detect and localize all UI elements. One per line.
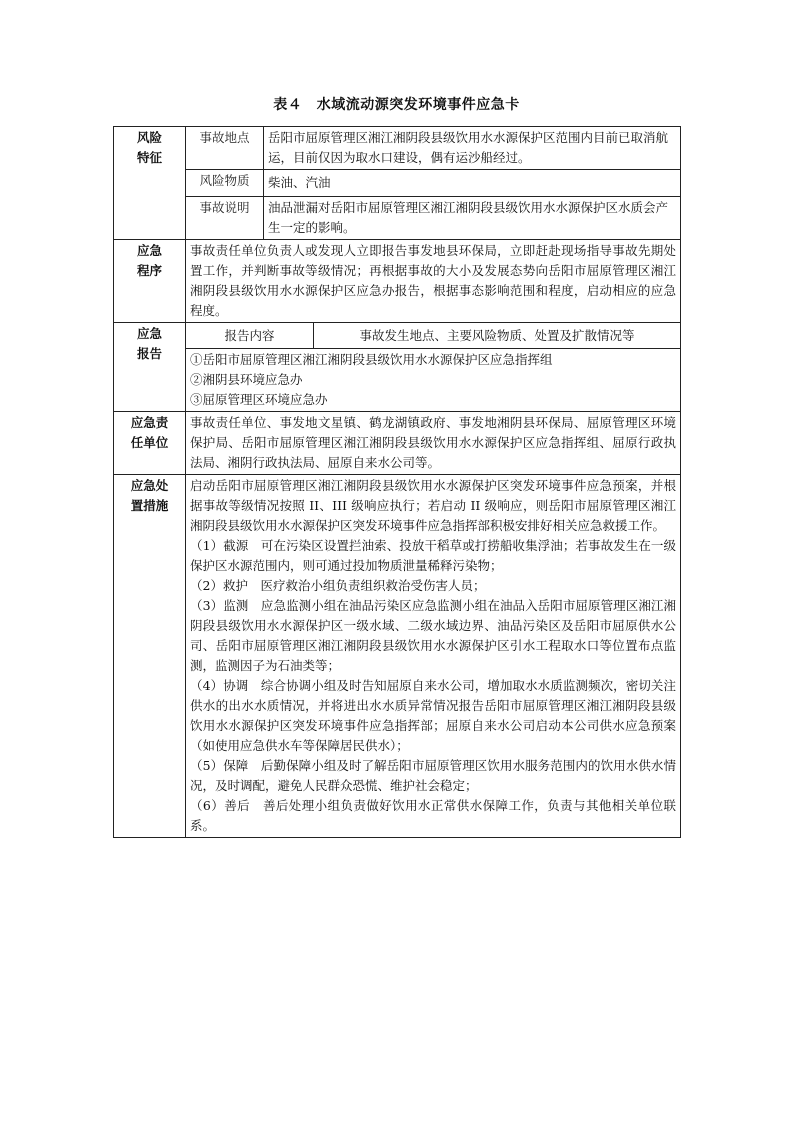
procedure-header: 应急 程序 xyxy=(114,240,186,323)
units-text: 事故责任单位、事发地文星镇、鹤龙湖镇政府、事发地湘阴县环保局、屈原管理区环境保护局、岳阳市屈原管理区湘江湘阴段县级饮用水水源保护区应急指挥组、屈原行政执法局、湘阴行政执法局、屈原自来水公司等。 xyxy=(186,412,681,475)
measures-body xyxy=(186,475,681,838)
units-header: 应急责 任单位 xyxy=(114,412,186,475)
table-title: 表４ 水域流动源突发环境事件应急卡 xyxy=(273,97,520,113)
measure-item: （1）截源 可在污染区设置拦油索、投放干稻草或打捞船收集浮油；若事故发生在一级保护区水源范围内，则可通过投加物质泄量稀释污染物； xyxy=(190,538,676,573)
measure-item: （5）保障 后勤保障小组及时了解岳阳市屈原管理区饮用水服务范围内的饮用水供水情况，及时调配，避免人民群众恐慌、维护社会稳定； xyxy=(190,758,676,793)
report-content-label: 报告内容 xyxy=(186,323,314,349)
measures-header: 应急处 置措施 xyxy=(114,475,186,838)
measure-item: （3）监测 应急监测小组在油品污染区应急监测小组在油品入岳阳市屈原管理区湘江湘阴段县级饮用水水源保护区一级水域、二级水域边界、油品污染区及岳阳市屈原供水公司、岳阳市屈原管理区湘江湘阴段县级饮用水水源保护区引水工程取水口等位置布点监测，监测因子为石油类等； xyxy=(190,598,676,673)
procedure-text: 事故责任单位负责人或发现人立即报告事发地县环保局，立即赶赴现场指导事故先期处置工作，并判断事故等级情况；再根据事故的大小及发展态势向岳阳市屈原管理区湘江湘阴段县级饮用水水源保护区应急办报告，根据事态影响范围和程度，启动相应的应急程度。 xyxy=(186,240,681,323)
risk-row-description xyxy=(114,197,681,240)
risk-label-substance: 风险物质 xyxy=(186,170,264,197)
risk-label-location: 事故地点 xyxy=(186,127,264,170)
measures-intro: 启动岳阳市屈原管理区湘江湘阴段县级饮用水水源保护区突发环境事件应急预案，并根据事故等级情况按照 II、III 级响应执行；若启动 II 级响应，则岳阳市屈原管理区湘江湘阴段县级饮用水水源保护区突发环境事件应急指挥部积极安排好相关应急救援工作。 xyxy=(190,478,676,533)
measures-row xyxy=(114,475,681,838)
measure-item: （2）救护 医疗救治小组负责组织救治受伤害人员； xyxy=(190,578,486,593)
measure-item: （4）协调 综合协调小组及时告知屈原自来水公司，增加取水水质监测频次，密切关注供水的出水水质情况，并将进出水水质异常情况报告岳阳市屈原管理区湘江湘阴段县级饮用水水源保护区突发环境事件应急指挥部；屈原自来水公司启动本公司供水应急预案（如使用应急供水车等保障居民供水）； xyxy=(190,678,676,753)
risk-row-substance xyxy=(114,170,681,197)
risk-header: 风险 特征 xyxy=(114,127,186,240)
risk-label-description: 事故说明 xyxy=(186,197,264,240)
risk-value-location: 岳阳市屈原管理区湘江湘阴段县级饮用水水源保护区范围内目前已取消航运，目前仅因为取水口建设，偶有运沙船经过。 xyxy=(264,127,681,170)
report-content-value: 事故发生地点、主要风险物质、处置及扩散情况等 xyxy=(314,323,681,349)
risk-value-description: 油品泄漏对岳阳市屈原管理区湘江湘阴段县级饮用水水源保护区水质会产生一定的影响。 xyxy=(264,197,681,240)
measure-item: （6）善后 善后处理小组负责做好饮用水正常供水保障工作，负责与其他相关单位联系。 xyxy=(190,798,676,833)
procedure-row xyxy=(114,240,681,323)
report-targets xyxy=(186,349,681,412)
risk-row-location xyxy=(114,127,681,170)
report-header: 应急 报告 xyxy=(114,323,186,412)
units-row xyxy=(114,412,681,475)
report-target-item: ③屈原管理区环境应急办 xyxy=(190,392,328,407)
risk-value-substance: 柴油、汽油 xyxy=(264,170,681,197)
report-target-item: ②湘阴县环境应急办 xyxy=(190,372,303,387)
report-target-item: ①岳阳市屈原管理区湘江湘阴段县级饮用水水源保护区应急指挥组 xyxy=(190,352,553,367)
report-targets-row xyxy=(114,349,681,412)
report-content-row xyxy=(114,323,681,349)
emergency-card-table xyxy=(113,126,681,838)
